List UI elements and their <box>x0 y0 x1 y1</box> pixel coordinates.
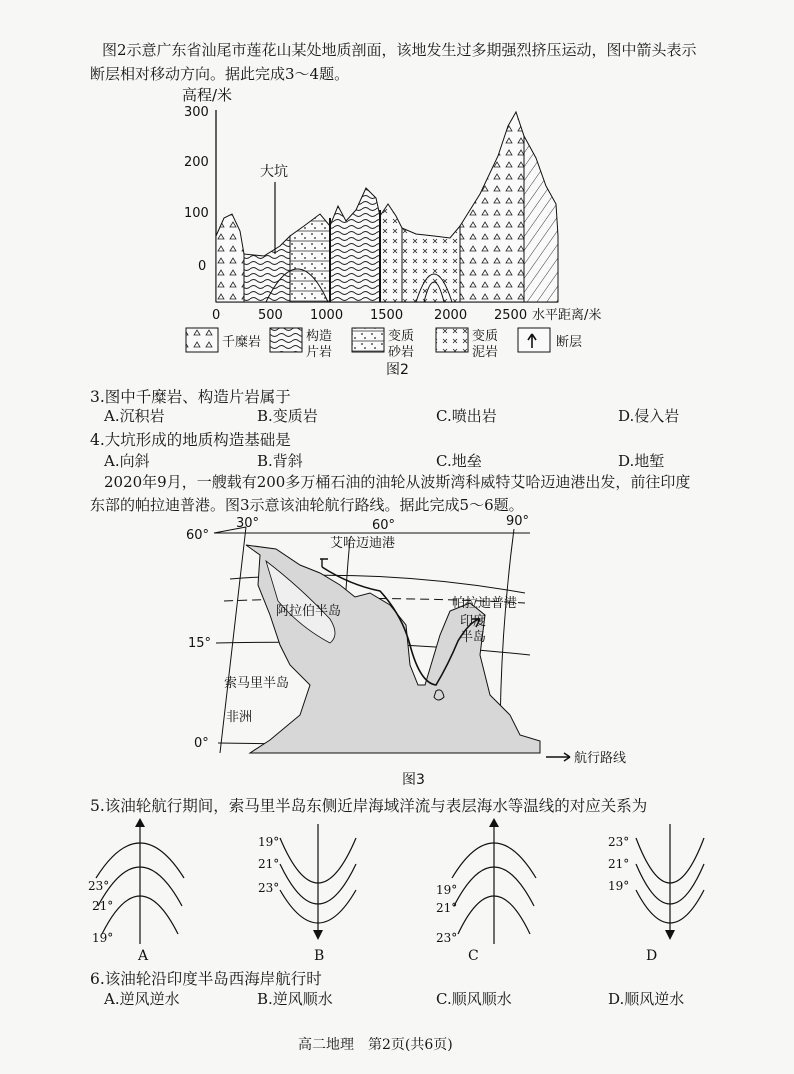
lon-label-30: 30° <box>236 516 260 531</box>
somali-peninsula-label: 索马里半岛 <box>224 676 290 691</box>
y-tick: 0 <box>198 259 207 274</box>
rock-mylonite-right <box>460 112 524 302</box>
route-legend-label: 航行路线 <box>574 751 627 766</box>
option-b-temp-1: 19° <box>258 835 280 849</box>
intro-line-1: 图2示意广东省汕尾市莲花山某处地质剖面，该地发生过多期强烈挤压运动，图中箭头表示 <box>102 41 697 59</box>
intro2-line-2: 东部的帕拉迪普港。图3示意该油轮航行路线。据此完成5～6题。 <box>90 496 524 514</box>
question-5-stem: 5.该油轮航行期间，索马里半岛东侧近岸海域洋流与表层海水等温线的对应关系为 <box>90 797 648 815</box>
lon-label-90: 90° <box>506 515 530 529</box>
option-a-letter: A <box>138 948 149 964</box>
rock-schist-left <box>244 236 290 302</box>
port-paradip-label: 帕拉迪普港 <box>452 596 518 611</box>
q4-option-d: D.地堑 <box>618 452 665 470</box>
legend-schist-label-1: 构造 <box>306 329 333 344</box>
lat-label-15: 15° <box>188 636 212 651</box>
lon-label-60: 60° <box>372 518 396 533</box>
rock-mylonite-left <box>216 214 244 302</box>
india-label-2: 半岛 <box>460 630 487 645</box>
x-tick: 2000 <box>434 308 468 323</box>
x-tick: 500 <box>258 308 283 323</box>
option-c-temp-2: 21° <box>436 901 458 915</box>
lat-label-60: 60° <box>186 528 210 543</box>
q3-option-d: D.侵入岩 <box>618 407 680 425</box>
option-a-diagram <box>88 818 184 964</box>
y-tick: 200 <box>184 155 209 170</box>
rock-mudstone-mid <box>380 204 402 302</box>
x-tick: 1000 <box>310 308 344 323</box>
q6-option-a: A.逆风逆水 <box>104 990 180 1008</box>
rock-schist-mid <box>330 188 380 302</box>
option-a-temp-3: 19° <box>92 931 114 945</box>
q6-option-b: B.逆风顺水 <box>257 990 333 1008</box>
x-tick: 1500 <box>370 308 404 323</box>
q5-options-diagrams <box>88 818 768 966</box>
option-b-temp-2: 21° <box>258 857 280 871</box>
intro-paragraph-2 <box>104 470 690 494</box>
legend-mudstone-label-1: 变质 <box>472 329 499 344</box>
option-b-letter: B <box>314 948 325 964</box>
legend-fault-swatch <box>518 328 550 352</box>
legend-schist-swatch <box>270 328 302 352</box>
anchor-icon <box>320 559 328 567</box>
intro-line-2: 断层相对移动方向。据此完成3～4题。 <box>90 65 350 83</box>
option-d-letter: D <box>646 948 658 964</box>
option-a-temp-1: 23° <box>88 879 110 893</box>
legend-mudstone-swatch <box>436 328 468 352</box>
option-d-diagram <box>608 824 704 964</box>
rock-schist-right <box>524 136 558 302</box>
legend-mylonite-label: 千糜岩 <box>222 335 262 350</box>
question-3-stem: 3.图中千糜岩、构造片岩属于 <box>90 388 291 406</box>
rock-mudstone-right <box>402 226 460 302</box>
option-c-diagram <box>436 818 536 964</box>
q3-option-a: A.沉积岩 <box>104 407 165 425</box>
figure-2-cross-section <box>180 86 660 376</box>
intro-paragraph-1b <box>90 62 349 86</box>
q3-option-c: C.喷出岩 <box>436 407 497 425</box>
figure-2-caption: 图2 <box>386 362 409 376</box>
q4-option-b: B.背斜 <box>257 452 303 470</box>
legend-fault-label: 断层 <box>556 335 583 350</box>
x-tick: 2500 <box>494 308 528 323</box>
option-c-letter: C <box>468 948 479 964</box>
page-footer: 高二地理 第2页(共6页) <box>298 1037 453 1053</box>
lat-label-0: 0° <box>194 736 209 751</box>
africa-label: 非洲 <box>226 710 253 725</box>
legend-sandstone-label-1: 变质 <box>388 329 415 344</box>
legend-sandstone-swatch <box>352 328 384 352</box>
legend-mylonite-swatch <box>186 328 218 352</box>
y-axis-label: 高程/米 <box>182 86 233 104</box>
rock-sandstone-left <box>290 214 330 302</box>
india-label-1: 印度 <box>460 614 487 629</box>
q6-option-c: C.顺风顺水 <box>436 990 512 1008</box>
question-6-stem: 6.该油轮沿印度半岛西海岸航行时 <box>90 970 322 988</box>
x-tick: 0 <box>212 308 221 323</box>
intro-paragraph-1 <box>102 38 697 62</box>
q3-option-b: B.变质岩 <box>257 407 318 425</box>
option-c-temp-1: 19° <box>436 883 458 897</box>
q4-option-a: A.向斜 <box>104 452 150 470</box>
option-b-temp-3: 23° <box>258 881 280 895</box>
intro2-line-1: 2020年9月，一艘载有200多万桶石油的油轮从波斯湾科威特艾哈迈迪港出发，前往印度 <box>104 473 691 491</box>
legend-mudstone-label-2: 泥岩 <box>472 345 499 360</box>
big-pit-label: 大坑 <box>260 164 288 180</box>
option-a-temp-2: 21° <box>92 899 114 913</box>
legend-sandstone-label-2: 砂岩 <box>388 345 415 360</box>
option-d-temp-3: 19° <box>608 879 630 893</box>
q6-option-d: D.顺风逆水 <box>608 990 685 1008</box>
option-d-temp-1: 23° <box>608 835 630 849</box>
y-tick: 100 <box>184 206 209 221</box>
question-4-stem: 4.大坑形成的地质构造基础是 <box>90 431 291 449</box>
q4-option-c: C.地垒 <box>436 452 482 470</box>
option-c-temp-3: 23° <box>436 931 458 945</box>
legend-schist-label-2: 片岩 <box>306 345 333 360</box>
arabian-peninsula-label: 阿拉伯半岛 <box>276 604 342 619</box>
intro-paragraph-2b <box>90 493 524 517</box>
figure-3-route-map <box>180 515 700 790</box>
option-d-temp-2: 21° <box>608 857 630 871</box>
port-ahmadi-label: 艾哈迈迪港 <box>330 536 396 551</box>
land-mass <box>246 545 540 753</box>
x-axis-label: 水平距离/米 <box>532 308 602 323</box>
option-b-diagram <box>258 824 356 964</box>
y-tick: 300 <box>184 105 209 120</box>
figure-3-caption: 图3 <box>402 772 425 788</box>
